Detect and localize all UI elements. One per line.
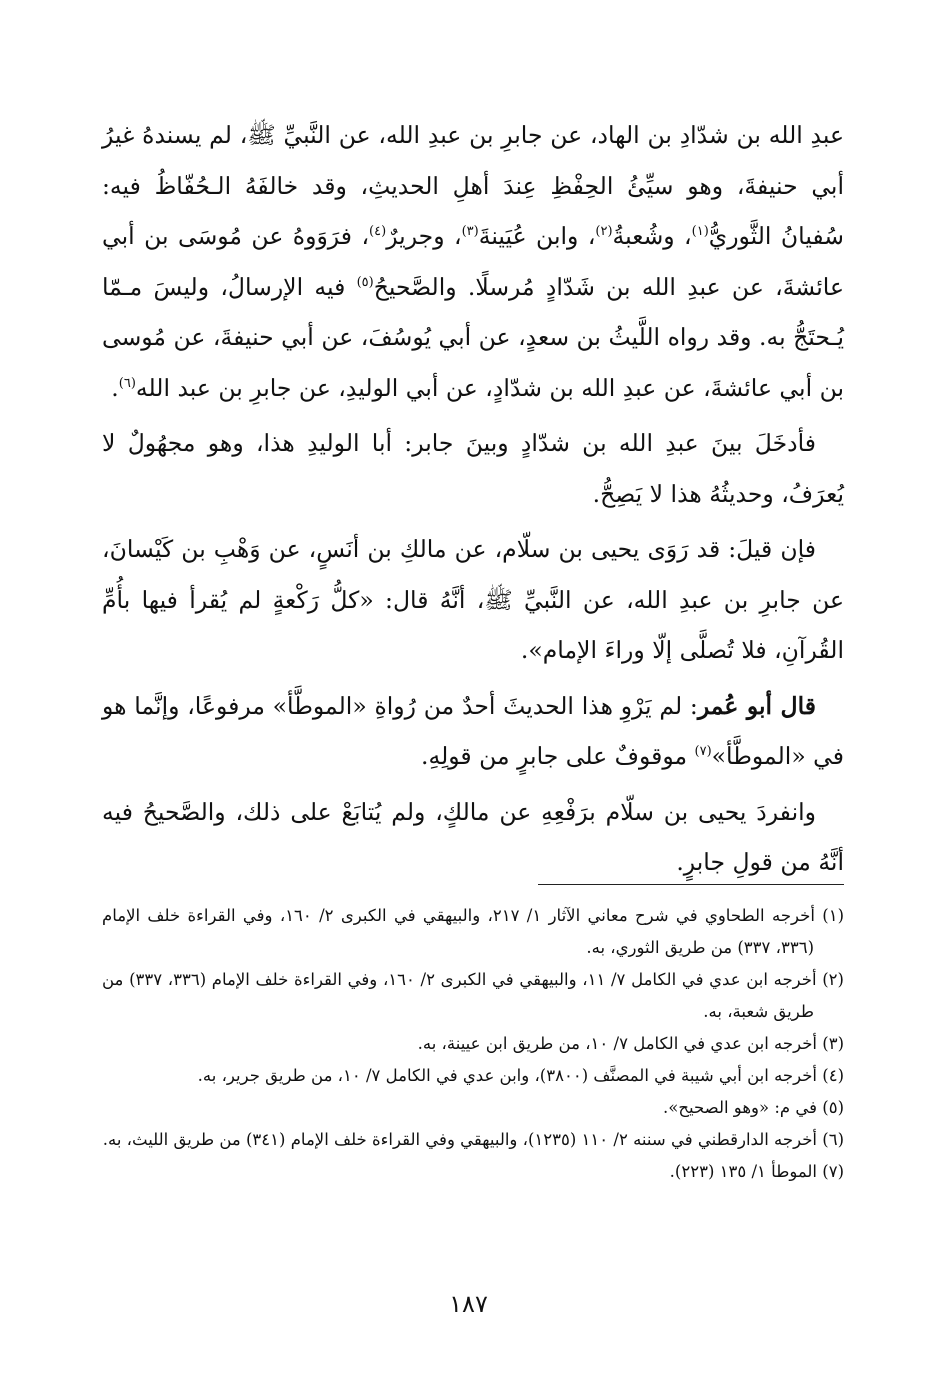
footnote-ref-6[interactable]: (٦)	[118, 375, 136, 391]
footnote-ref-2[interactable]: (٢)	[595, 224, 613, 240]
page-content	[102, 110, 844, 1181]
paragraph-4	[102, 681, 844, 782]
paragraph-1-text-a: عبدِ الله بن شدّادِ بن الهاد، عن جابرِ بن عبدِ الله، عن النَّبيِّ ﷺ، لم يسندهُ غيرُ أبي حنيفةَ، وهو سيِّئُ الحِفْظِ عِندَ أهلِ الحديثِ، وقد خالفَهُ الـحُفّاظُ فيه: سُفيانُ الثَّوريُّ	[102, 121, 844, 250]
footnote-ref-1[interactable]: (١)	[691, 224, 709, 240]
footnote-7: (٧) الموطأ ١/ ١٣٥ (٢٢٣).	[669, 1162, 844, 1181]
paragraph-1-text-c: ، وابن عُيَينةَ	[478, 222, 596, 250]
paragraph-1-text-e: ، فرَوَوهُ عن مُوسَى بن أبي عائشةَ، عن عبدِ الله بن شَدّادٍ مُرسلًا. والصَّحيحُ	[102, 222, 844, 301]
speaker-label: قال أبو عُمر	[697, 691, 817, 720]
paragraph-4-text-b: موقوفٌ على جابرٍ من قولِهِ.	[421, 742, 695, 770]
paragraph-2: فأدخَلَ بينَ عبدِ الله بن شدّادٍ وبينَ جابر: أبا الوليدِ هذا، وهو مجهُولٌ لا يُعرَفُ، وحديثُهُ هذا لا يَصِحُّ.	[102, 429, 844, 508]
paragraph-1	[102, 110, 844, 413]
paragraph-1-text-d: ، وجريرٌ	[386, 222, 462, 250]
paragraph-1-text-g: .	[111, 373, 119, 402]
page-number: ١٨٧	[449, 1290, 488, 1318]
paragraph-1-text-b: ، وشُعبةُ	[612, 222, 692, 250]
footnote-ref-4[interactable]: (٤)	[369, 224, 387, 240]
footnote-1: (١) أخرجه الطحاوي في شرح معاني الآثار ١/ ٢١٧، والبيهقي في الكبرى ٢/ ١٦٠، وفي القراءة خلف الإمام (٣٣٦، ٣٣٧) من طريق الثوري، به.	[102, 906, 844, 957]
main-text	[102, 110, 844, 888]
footnote-5: (٥) في م: «وهو الصحيح».	[663, 1098, 844, 1117]
footnote-3: (٣) أخرجه ابن عدي في الكامل ٧/ ١٠، من طريق ابن عيينة، به.	[417, 1034, 844, 1053]
footnote-separator	[538, 884, 844, 885]
footnotes	[102, 900, 844, 1188]
footnote-6: (٦) أخرجه الدارقطني في سننه ٢/ ١١٠ (١٢٣٥)، والبيهقي وفي القراءة خلف الإمام (٣٤١) من طريق الليث، به.	[102, 1130, 844, 1149]
paragraph-3: فإن قيلَ: قد رَوَى يحيى بن سلّام، عن مالكِ بن أنَسٍ، عن وَهْبِ بن كَيْسانَ، عن جابرِ بن عبدِ الله، عن النَّبيِّ ﷺ، أنَّهُ قال: «كلُّ رَكْعةٍ لم يُقرأ فيها بأُمِّ القُرآنِ، فلا تُصلَّى إلّا وراءَ الإمام».	[102, 535, 844, 664]
footnote-2: (٢) أخرجه ابن عدي في الكامل ٧/ ١١، والبيهقي في الكبرى ٢/ ١٦٠، وفي القراءة خلف الإمام (٣٣٦، ٣٣٧) من طريق شعبة، به.	[102, 970, 844, 1021]
paragraph-4-text-a: : لم يَرْوِ هذا الحديثَ أحدٌ من رُواةِ «الموطَّأ» مرفوعًا، وإنَّما هو في «الموطَّأ»	[102, 691, 844, 770]
footnote-ref-3[interactable]: (٣)	[461, 224, 479, 240]
paragraph-1-text-f: فيه الإرسالُ، وليسَ مـمّا يُـحتَجُّ به. وقد رواه اللَّيثُ بن سعدٍ، عن أبي يُوسُفَ، عن أبي حنيفةَ، عن مُوسى بن أبي عائشةَ، عن عبدِ الله بن شدّادٍ، عن أبي الوليدِ، عن جابرِ بن عبد الله	[102, 272, 844, 402]
footnote-4: (٤) أخرجه ابن أبي شيبة في المصنَّف (٣٨٠٠)، وابن عدي في الكامل ٧/ ١٠، من طريق جرير، به.	[197, 1066, 844, 1085]
footnote-ref-5[interactable]: (٥)	[356, 274, 374, 290]
paragraph-5: وانفردَ يحيى بن سلّام برَفْعِهِ عن مالكٍ، ولم يُتابَعْ على ذلك، والصَّحيحُ فيه أنَّهُ من قولِ جابرٍ.	[102, 797, 844, 876]
footnote-ref-7[interactable]: (٧)	[694, 744, 712, 760]
